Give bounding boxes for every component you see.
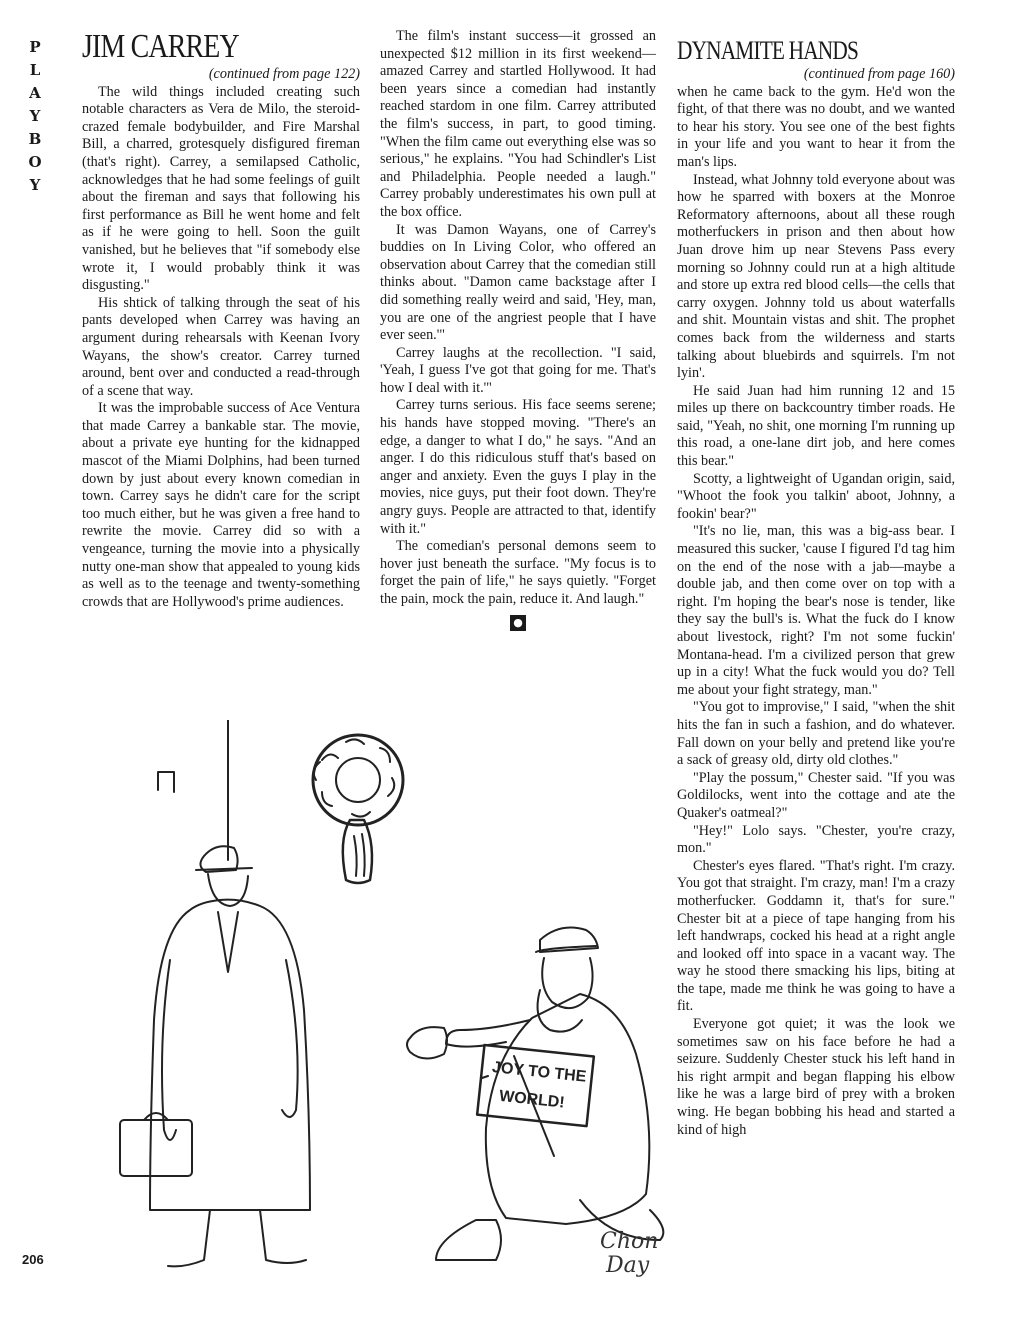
sign-text-line1: JOY TO THE — [491, 1058, 588, 1086]
masthead-letter: Y — [29, 176, 41, 194]
joy-to-the-world-sign — [477, 1045, 594, 1126]
signature-line2: Day — [606, 1253, 650, 1278]
article-jim-carrey-col2 — [380, 28, 656, 631]
paragraph: "It's no lie, man, this was a big-ass bear. I measured this sucker, 'cause I figured I'd tag him on the end of the nose with a jab—maybe a double jab, and then come over on top with a right. I'm hoping the bear's nose is tender, like they say the bull's is. What the fuck do I know about livestock, right? I'm not some fuckin' Montana-head. I'm a civilized person that grew up in a city! What the fuck would you do? Tell me about your fight strategy, man." — [677, 523, 955, 698]
paragraph: when he came back to the gym. He'd won the fight, of that there was no doubt, and we wanted to hear his story. You see one of the best fights in your life and you want to hear it from the man's lips. — [677, 83, 955, 170]
article-dynamite-hands — [677, 36, 955, 1139]
paragraph: Everyone got quiet; it was the look we sometimes saw on his face before he had a seizure. Suddenly Chester stuck his left hand in his right armpit and began flapping his elbow like he was a large bird of prey with a broken wing. He began bobbing his head and started a kind of high — [677, 1016, 955, 1138]
article-title-dynamite-hands: DYNAMITE HANDS — [677, 36, 858, 65]
cartoon-illustration — [100, 720, 670, 1280]
door-frame — [158, 772, 174, 792]
end-mark-bunny-icon: ● — [510, 615, 526, 631]
playboy-masthead — [22, 36, 48, 197]
paragraph: It was Damon Wayans, one of Carrey's buddies on In Living Color, who offered an observation about Carrey that the comedian still thinks about. "Damon came backstage after I did something really weird and said, 'Hey, man, you are one of the angriest people that I have ever seen.'" — [380, 221, 656, 344]
signature-line1: Chon — [600, 1229, 659, 1254]
masthead-letter: P — [29, 38, 41, 56]
paragraph: It was the improbable success of Ace Ventura that made Carrey a bankable star. The movie, about a private eye hunting for the kidnapped mascot of the Miami Dolphins, had been turned down by just about every known comedian in town. Carrey says he didn't care for the script too much either, but he was given a free hand to rewrite the movie. Carrey did so with a vengeance, turning the movie into a physically nutty one-man show that appealed to young kids as well as to the teenage and twenty-something crowds that are Hollywood's prime audiences. — [82, 400, 360, 610]
masthead-letter: A — [29, 84, 41, 102]
page-number: 206 — [22, 1252, 44, 1267]
paragraph: The wild things included creating such notable characters as Vera de Milo, the steroid-crazed female bodybuilder, and Fire Marshal Bill, a charred, grotesquely disfigured fireman (that's right). Carrey, a semilapsed Catholic, acknowledges that he had some feelings of guilt about the fireman and says that following his first performance as Bill he went home and felt as if he were going to hell. Soon the guilt vanished, but he believes that "if somebody else wrote it, I would probably think it was disgusting." — [82, 83, 360, 294]
wreath-icon — [313, 735, 403, 883]
paragraph: Chester's eyes flared. "That's right. I'm crazy. You got that straight. I'm crazy, man! I'm a crazy motherfucker. Goddamn it, that's for sure." Chester bit at a piece of tape hanging from his left handwraps, cocked his head at a right angle and looked off into space in a vacant way. The way he stood there smacking his lips, biting at the tape, made me think he was going to have a fit. — [677, 857, 955, 1015]
paragraph: His shtick of talking through the seat of his pants developed when Carrey was having an argument during rehearsals with Keenan Ivory Wayans, the show's creator. Carrey turned around, bent over and conducted a read-through of a scene that way. — [82, 294, 360, 399]
masthead-letter: O — [28, 153, 42, 171]
masthead-letter: B — [28, 130, 42, 148]
article-title-jim-carrey: JIM CARREY — [82, 28, 239, 65]
paragraph: Carrey laughs at the recollection. "I said, 'Yeah, I guess I've got that going for me. That's how I deal with it.'" — [380, 344, 656, 396]
paragraph: "You got to improvise," I said, "when the shit hits the fan in such a fashion, and do whatever. Fall down on your belly and pretend like you're a sack of greasy old, dirty old clothes." — [677, 699, 955, 769]
paragraph: Carrey turns serious. His face seems serene; his hands have stopped moving. "There's an edge, a danger to what I do," he says. "And an anger. I do this ridiculous stuff that's based on anger and anxiety. Even the guys I play in the movies, nice guys, put their foot down. They're angry guys. People are attracted to that, identify with it." — [380, 397, 656, 537]
paragraph: He said Juan had him running 12 and 15 miles up there on backcountry timber roads. He said, "Yeah, no shit, one morning I'm running up this road, a one-lane dirt job, and here comes this bear." — [677, 382, 955, 470]
paragraph: Scotty, a lightweight of Ugandan origin, said, "Whoot the fook you talkin' aboot, Johnny, a fookin' bear?" — [677, 470, 955, 522]
paragraph: The film's instant success—it grossed an unexpected $12 million in its first weekend—amazed Carrey and startled Hollywood. It had been years since a comedian had instantly reached stardom in one film. Carrey attributed the film's success, in part, to good timing. "When the film came out everything else was so serious," he explains. "You had Schindler's List and Philadelphia. People needed a laugh." Carrey probably underestimates his own pull at the box office. — [380, 28, 656, 220]
paragraph: "Play the possum," Chester said. "If you was Goldilocks, went into the cottage and ate the Quaker's oatmeal?" — [677, 769, 955, 821]
article-jim-carrey-col1 — [82, 28, 360, 611]
masthead-letter: Y — [29, 107, 41, 125]
paragraph: Instead, what Johnny told everyone about was how he sparred with boxers at the Monroe Reformatory afternoons, about all these rough motherfuckers in prison and then about how Juan drove him up near Stevens Pass every morning so Johnny could run at a high altitude and store up extra red blood cells—the cells that carry oxygen. Johnny told us about waterfalls and shit. Mountain vistas and shit. The prophet comes back from the wilderness and starts talking about bluebirds and squirrels. I'm not lyin'. — [677, 171, 956, 382]
masthead-letter: L — [29, 61, 41, 79]
continued-line: (continued from page 160) — [803, 66, 955, 82]
paragraph: "Hey!" Lolo says. "Chester, you're crazy, mon." — [677, 822, 955, 857]
continued-line: (continued from page 122) — [208, 66, 360, 82]
paragraph: The comedian's personal demons seem to hover just beneath the surface. "My focus is to forget the pain of life," he says quietly. "Forget the pain, mock the pain, reduce it. And laugh." — [380, 538, 656, 607]
sign-text-line2: WORLD! — [498, 1087, 566, 1112]
walking-man-figure — [120, 846, 310, 1266]
